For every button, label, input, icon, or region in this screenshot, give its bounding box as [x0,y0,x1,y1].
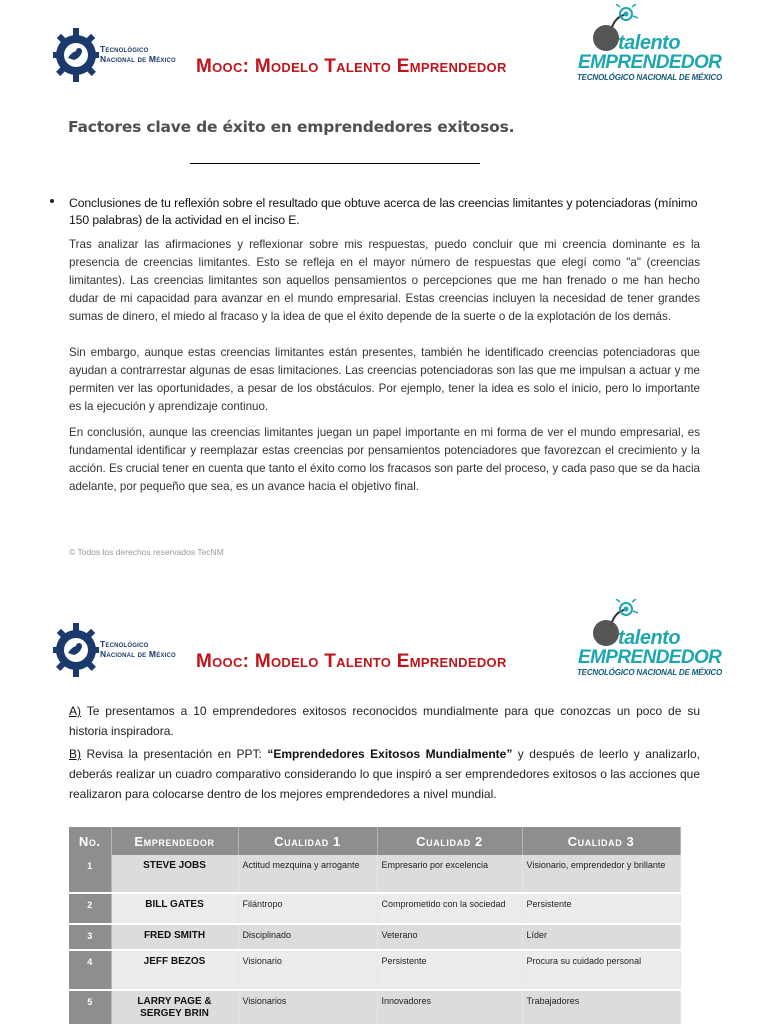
talento-emprendedor-logo [574,4,722,86]
table-header-row [69,827,680,855]
cell-cualidad-3: Visionario, emprendedor y brillante [522,855,680,893]
talento-subtitle: TECNOLÓGICO NACIONAL DE MÉXICO [577,668,722,677]
document-title: Mooc: Modelo Talento Emprendedor [196,56,507,77]
cell-cualidad-3: Líder [522,924,680,950]
cell-no: 3 [69,924,111,950]
instruction-b-presentation-title: “Emprendedores Exitosos Mundialmente” [267,747,513,761]
cell-emprendedor: STEVE JOBS [111,855,238,893]
cell-cualidad-3: Procura su cuidado personal [522,950,680,990]
instruction-b-pre: Revisa la presentación en PPT: [81,747,268,761]
header-emprendedor: Emprendedor [111,827,238,855]
page-header [0,0,768,90]
instruction-b [69,744,700,804]
tecnm-logo [52,619,187,685]
talento-subtitle: TECNOLÓGICO NACIONAL DE MÉXICO [577,73,722,82]
tecnm-line-1: Tecnológico [100,639,149,649]
talento-word: talento [618,627,681,649]
signature-line [190,163,480,164]
tecnm-name [100,639,176,659]
cell-cualidad-2: Persistente [377,950,522,990]
tecnm-logo [52,24,187,90]
table-row [69,990,680,1025]
tecnm-line-2: Nacional de México [100,649,176,659]
tecnm-name [100,44,176,64]
cell-emprendedor: JEFF BEZOS [111,950,238,990]
cell-cualidad-2: Veterano [377,924,522,950]
instruction-a-text: Te presentamos a 10 emprendedores exitosos reconocidos mundialmente para que conozcas un poco de su historia inspiradora. [69,704,700,738]
paragraph-3: En conclusión, aunque las creencias limitantes juegan un papel importante en mi forma de ver el mundo empresarial, es fundamental identificar y reemplazar estas creencias por pensamientos potenciadores que favorezcan el crecimiento y la acción. Es crucial tener en cuenta que tanto el éxito como los fracasos son parte del proceso, y cada paso que se da hacia adelante, por pequeño que sea, es un avance hacia el objetivo final. [69,426,700,493]
cell-emprendedor: FRED SMITH [111,924,238,950]
header-no: No. [69,827,111,855]
cell-no: 1 [69,855,111,893]
cell-cualidad-1: Disciplinado [238,924,377,950]
cell-cualidad-1: Visionario [238,950,377,990]
talento-emprendedor-logo [574,599,722,681]
cell-cualidad-3: Persistente [522,893,680,924]
tecnm-line-1: Tecnológico [100,44,149,54]
instruction-a-label: A) [69,704,81,718]
header-cualidad-1: Cualidad 1 [238,827,377,855]
cell-cualidad-3: Trabajadores [522,990,680,1025]
section-subtitle: Factores clave de éxito en emprendedores exitosos. [68,118,515,136]
emprendedor-word: EMPRENDEDOR [578,647,722,668]
cell-emprendedor: BILL GATES [111,893,238,924]
header-cualidad-3: Cualidad 3 [522,827,680,855]
table-row [69,950,680,990]
cell-cualidad-2: Innovadores [377,990,522,1025]
cell-emprendedor: LARRY PAGE & SERGEY BRIN [111,990,238,1025]
copyright-footer: © Todos los derechos reservados TecNM [69,547,224,557]
instruction-b-label: B) [69,747,81,761]
cell-no: 4 [69,950,111,990]
cell-cualidad-2: Comprometido con la sociedad [377,893,522,924]
tecnm-gear-icon [52,619,100,681]
table-row [69,893,680,924]
comparison-table [69,827,681,1026]
cell-cualidad-1: Actitud mezquina y arrogante [238,855,377,893]
header-cualidad-2: Cualidad 2 [377,827,522,855]
tecnm-line-2: Nacional de México [100,54,176,64]
cell-cualidad-1: Filántropo [238,893,377,924]
page-header [0,595,768,685]
page-2 [0,595,768,1024]
table-row [69,924,680,950]
instruction-b-post: y después de leerlo y analizarlo, deberás realizar un cuadro comparativo considerando lo que inspiró a ser emprendedores exitosos o las acciones que realizaron para colocarse dentro de los mejores emprendedores a nivel mundial. [69,747,700,801]
document-title: Mooc: Modelo Talento Emprendedor [196,651,507,672]
cell-no: 2 [69,893,111,924]
table-row [69,855,680,893]
tecnm-gear-icon [52,24,100,86]
cell-no: 5 [69,990,111,1025]
cell-cualidad-2: Empresario por excelencia [377,855,522,893]
bullet-text: Conclusiones de tu reflexión sobre el resultado que obtuve acerca de las creencias limitantes y potenciadoras (mínimo 150 palabras) de la actividad en el inciso E. [69,196,698,227]
instruction-a [69,701,700,741]
paragraph-2: Sin embargo, aunque estas creencias limitantes están presentes, también he identificado creencias potenciadoras que ayudan a contrarrestar algunas de esas limitaciones. Las creencias potenciadoras son las que me impulsan a actuar y me permiten ver las oportunidades, a pesar de los obstáculos. Por ejemplo, tener la idea es solo el inicio, pero lo importante es la ejecución y aprendizaje continuo. [69,346,700,413]
emprendedor-word: EMPRENDEDOR [578,52,722,73]
cell-cualidad-1: Visionarios [238,990,377,1025]
talento-word: talento [618,32,681,54]
paragraph-1: Tras analizar las afirmaciones y reflexionar sobre mis respuestas, puedo concluir que mi creencia dominante es la presencia de creencias limitantes. Esto se refleja en el mayor número de respuestas que elegí como "a" (creencias limitantes). Las creencias limitantes son aquellos pensamientos o percepciones que me han frenado o me han hecho dudar de mi capacidad para avanzar en el mundo empresarial. Estas creencias incluyen la necesidad de tener grandes sumas de dinero, el miedo al fracaso y la idea de que el éxito depende de la suerte o de la explotación de los demás. [69,238,700,323]
bullet-dot [50,199,54,203]
